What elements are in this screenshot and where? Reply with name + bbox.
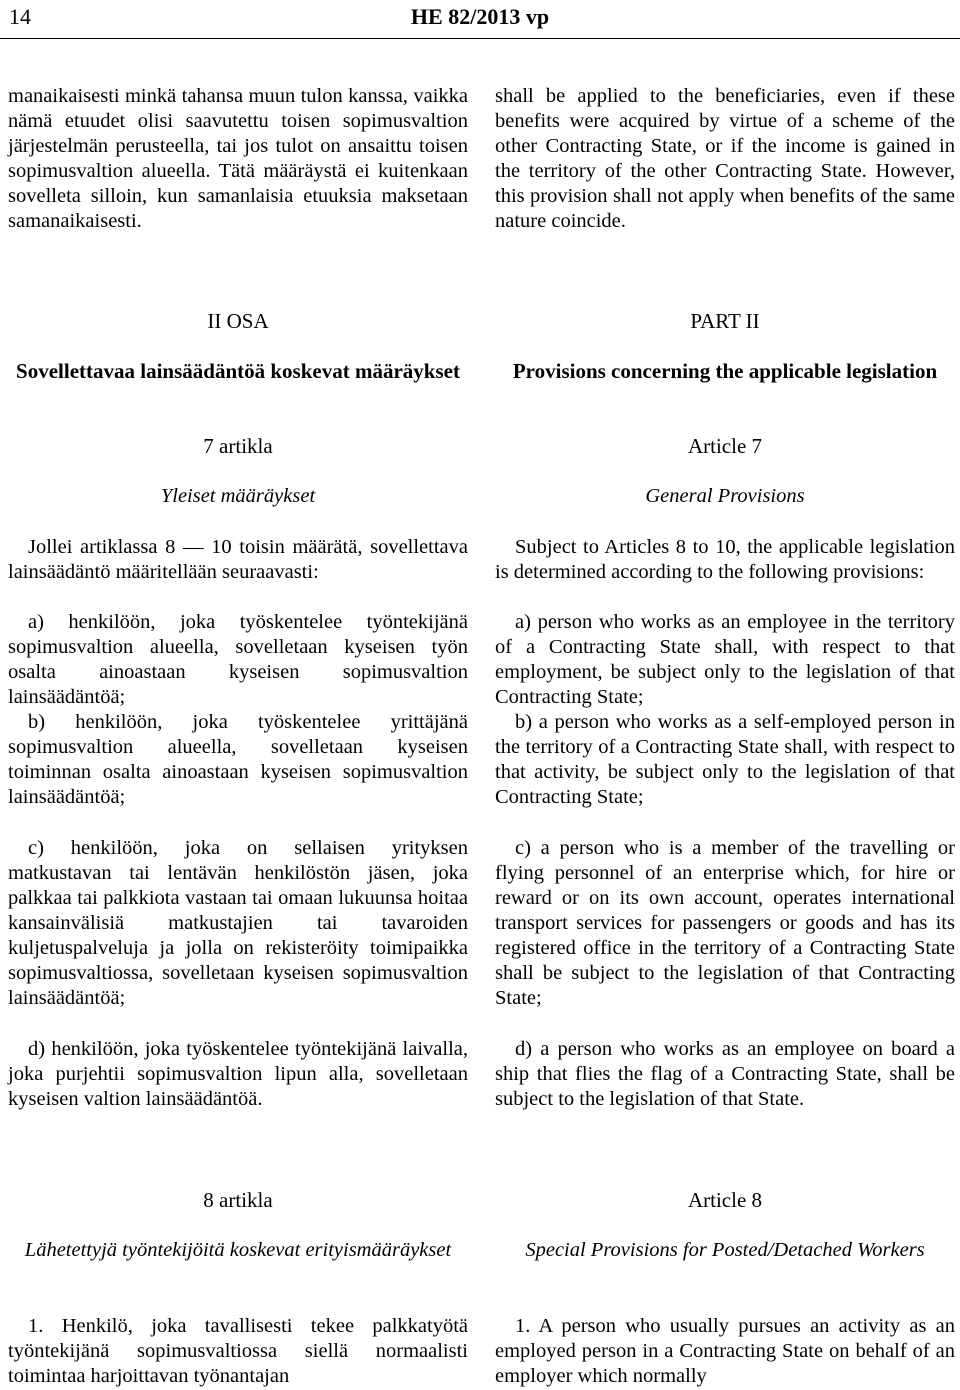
part-heading: II OSA: [207, 309, 269, 333]
part-title: Sovellettavaa lainsäädäntöä koskevat määräykset: [16, 359, 460, 383]
article-8-heading: 8 artikla: [203, 1188, 273, 1212]
article-8-heading: Article 8: [687, 1188, 763, 1212]
article-7-item-c: c) henkilöön, joka on sellaisen yrityksen matkustavan tai lentävän henkilöstön jäsen, joka palkkaa tai palkkiota vastaan tai omaan lukuunsa hoitaa kansainvälisiä matkustajien tai tavaroiden kuljetuspalveluja ja jolla on rekisteröity toimipaikka sopimusvaltiossa, sovelletaan kyseisen sopimusvaltion lainsäädäntöä;: [8, 837, 468, 1009]
article-7-item-b: b) henkilöön, joka työskentelee yrittäjänä sopimusvaltion alueella, sovelletaan kyseisen toiminnan osalta ainoastaan kyseisen sopimusvaltion lainsäädäntöä;: [8, 711, 468, 808]
article-8-paragraph-1: 1. Henkilö, joka tavallisesti tekee palkkatyötä työntekijänä sopimusvaltiossa siellä normaalisti toimintaa harjoittavan työnantajan: [8, 1315, 468, 1387]
article-7-intro: Subject to Articles 8 to 10, the applicable legislation is determined according to the following provisions:: [495, 536, 955, 583]
article-8-title: Lähetettyjä työntekijöitä koskevat erityismääräykset: [24, 1239, 452, 1261]
article-7-item-c: c) a person who is a member of the travelling or flying personnel of an enterprise which, for hire or reward or on its own account, operates international transport services for passengers or goods and has its registered office in the territory of a Contracting State shall be subject to the legislation of that Contracting State;: [495, 837, 955, 1009]
article-7-item-d: d) henkilöön, joka työskentelee työntekijänä laivalla, joka purjehtii sopimusvaltion lipun alla, sovelletaan kyseisen valtion lainsäädäntöä.: [8, 1038, 468, 1110]
article-8-title: Special Provisions for Posted/Detached Workers: [525, 1239, 925, 1261]
part-heading: PART II: [690, 309, 760, 333]
intro-paragraph: shall be applied to the beneficiaries, even if these benefits were acquired by virtue of a scheme of the other Contracting State, or if the income is gained in the territory of the other Contracting State. However, this provision shall not apply when benefits of the same nature coincide.: [495, 85, 955, 232]
header-rule: [0, 38, 960, 39]
page-number: 14: [9, 4, 31, 29]
article-8-paragraph-1: 1. A person who usually pursues an activity as an employed person in a Contracting State on behalf of an employer which normally: [495, 1315, 955, 1387]
article-7-item-d: d) a person who works as an employee on board a ship that flies the flag of a Contracting State, shall be subject to the legislation of that State.: [495, 1038, 955, 1110]
article-7-item-a: a) person who works as an employee in the territory of a Contracting State shall, with respect to that employment, be subject only to the legislation of that Contracting State;: [495, 611, 955, 708]
article-7-item-b: b) a person who works as a self-employed person in the territory of a Contracting State shall, with respect to that activity, be subject only to the legislation of that Contracting State;: [495, 711, 955, 808]
article-7-intro: Jollei artiklassa 8 — 10 toisin määrätä, sovellettava lainsäädäntö määritellään seuraavasti:: [8, 536, 468, 583]
page-header: [0, 0, 960, 40]
part-title: Provisions concerning the applicable legislation: [512, 359, 938, 383]
document-id: HE 82/2013 vp: [410, 4, 550, 29]
article-7-title: General Provisions: [645, 485, 805, 507]
article-7-title: Yleiset määräykset: [160, 485, 316, 507]
article-7-heading: Article 7: [687, 434, 763, 458]
article-7-item-a: a) henkilöön, joka työskentelee työntekijänä sopimusvaltion alueella, sovelletaan kyseisen työn osalta ainoastaan kyseisen sopimusvaltion lainsäädäntöä;: [8, 611, 468, 708]
intro-paragraph: manaikaisesti minkä tahansa muun tulon kanssa, vaikka nämä etuudet olisi saavutettu toisen sopimusvaltion järjestelmän perusteella, tai jos tulot on ansaittu toisen sopimusvaltion alueella. Tätä määräystä ei kuitenkaan sovelleta silloin, kun samanlaisia etuuksia maksetaan samanaikaisesti.: [8, 85, 468, 232]
article-7-heading: 7 artikla: [203, 434, 273, 458]
